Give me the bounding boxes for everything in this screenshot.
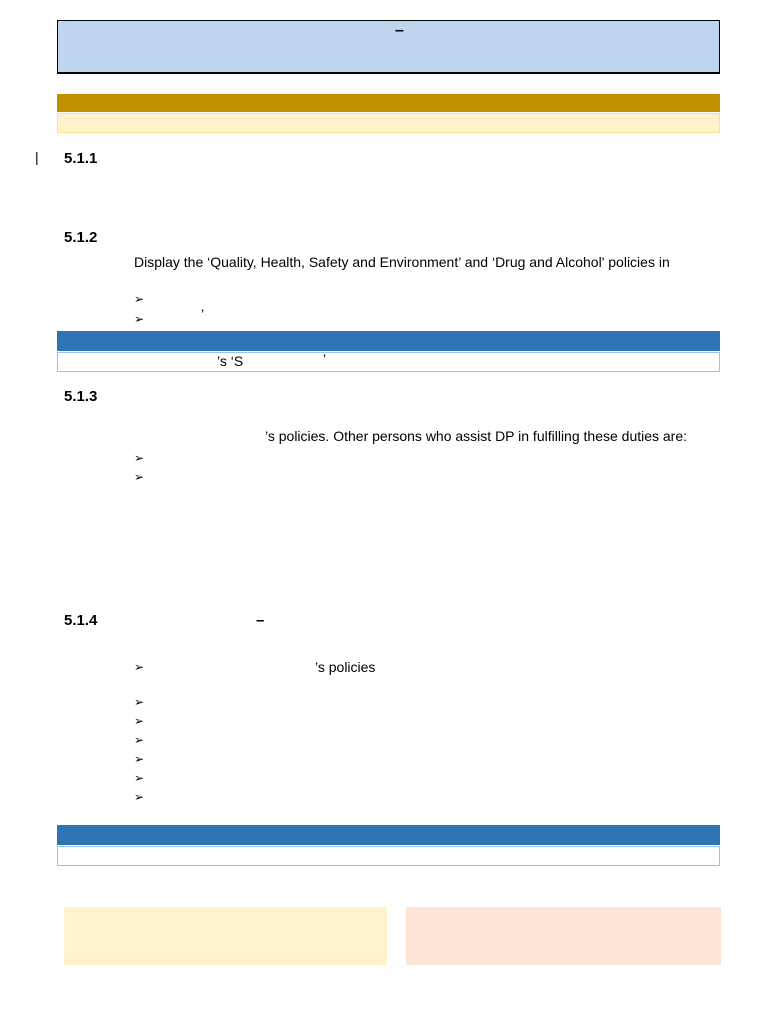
bullet-text-fragment: ’ xyxy=(201,306,205,322)
section-5-1-2-text: Display the ‘Quality, Health, Safety and Environment’ and ‘Drug and Alcohol' policies in xyxy=(134,254,670,270)
bullet-text-fragment: ’s policies xyxy=(315,659,376,675)
callout-text-fragment: ’s ‘S xyxy=(217,353,244,369)
section-number-5-1-4: 5.1.4 xyxy=(64,612,98,629)
bullet-arrow-icon: ➢ xyxy=(134,714,145,728)
callout-text-fragment: ’ xyxy=(323,351,327,367)
section-number-5-1-1: 5.1.1 xyxy=(64,150,98,167)
callout-body-box xyxy=(57,846,720,866)
document-title-box xyxy=(57,20,720,73)
callout-header-bar xyxy=(57,331,720,351)
bullet-arrow-icon: ➢ xyxy=(134,695,145,709)
section-subheader-bar xyxy=(57,113,720,133)
bullet-arrow-icon: ➢ xyxy=(134,752,145,766)
bullet-arrow-icon: ➢ xyxy=(134,470,145,484)
section-number-5-1-3: 5.1.3 xyxy=(64,388,98,405)
callout-body-box xyxy=(57,352,720,372)
title-dash: – xyxy=(395,22,404,39)
bullet-arrow-icon: ➢ xyxy=(134,660,145,674)
note-box-yellow xyxy=(64,907,387,965)
callout-header-bar xyxy=(57,825,720,845)
bullet-arrow-icon: ➢ xyxy=(134,451,145,465)
bullet-arrow-icon: ➢ xyxy=(134,312,145,326)
bullet-arrow-icon: ➢ xyxy=(134,771,145,785)
note-box-peach xyxy=(406,907,721,965)
section-title-dash: – xyxy=(256,612,265,629)
section-5-1-3-text: ’s policies. Other persons who assist DP in fulfilling these duties are: xyxy=(265,428,688,444)
text-cursor-mark: | xyxy=(35,149,39,165)
section-header-bar xyxy=(57,94,720,112)
section-number-5-1-2: 5.1.2 xyxy=(64,229,98,246)
bullet-arrow-icon: ➢ xyxy=(134,790,145,804)
bullet-arrow-icon: ➢ xyxy=(134,292,145,306)
bullet-arrow-icon: ➢ xyxy=(134,733,145,747)
